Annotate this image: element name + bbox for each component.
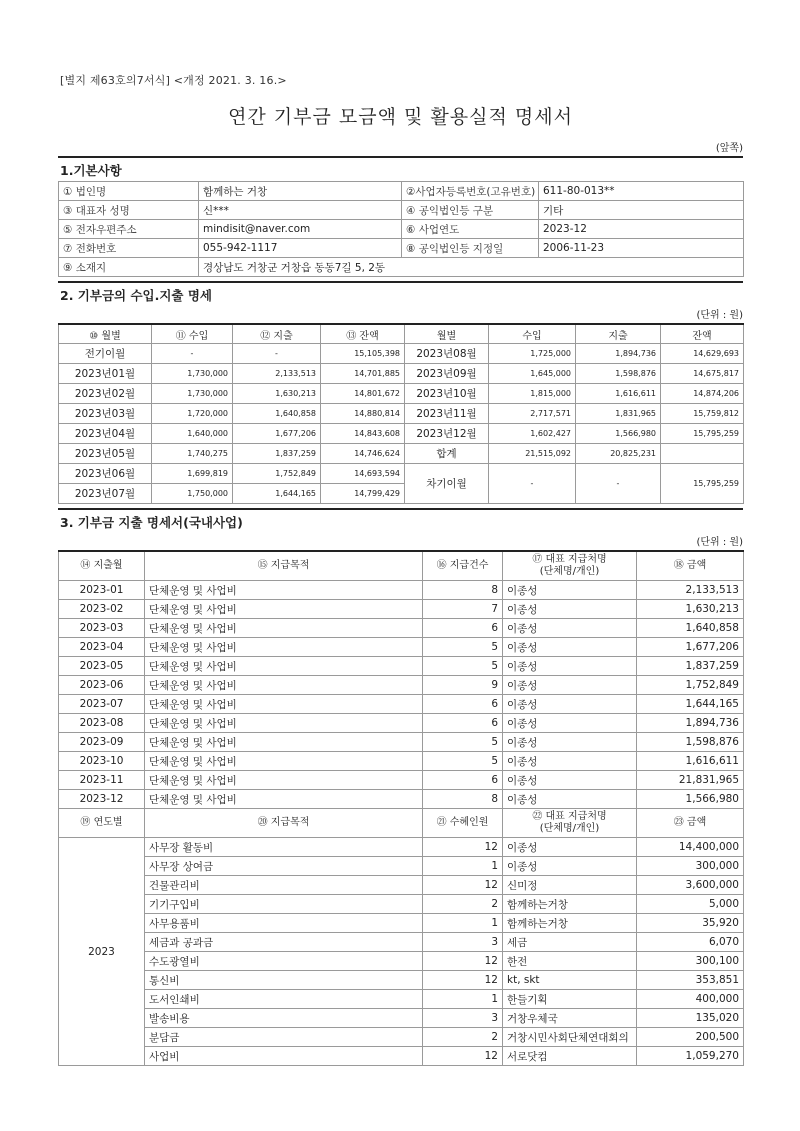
count-cell: 6 [423,619,503,638]
expense-cell: 1,616,611 [576,384,661,404]
side-label: (앞쪽) [715,143,743,154]
amount-cell: 200,500 [637,1028,744,1047]
payee-cell: 이종성 [503,581,637,600]
section-3-unit: (단위 : 원) [696,537,743,548]
balance-cell: 15,795,259 [661,424,744,444]
month-cell: 합계 [405,444,489,464]
amount-cell: 35,920 [637,914,744,933]
month-cell: 2023년02월 [59,384,152,404]
income-cell: 21,515,092 [489,444,576,464]
amount-cell: 2,133,513 [637,581,744,600]
table-row [59,733,744,752]
purpose-cell: 단체운영 및 사업비 [145,733,423,752]
payee-cell: 함께하는거창 [503,914,637,933]
expense-cell: - [233,344,321,364]
info-label: ⑧ 공익법인등 지정일 [402,239,539,258]
purpose-cell: 단체운영 및 사업비 [145,619,423,638]
table-row [59,657,744,676]
purpose-cell: 발송비용 [145,1009,423,1028]
expense-cell: 1,566,980 [576,424,661,444]
info-label: ⑥ 사업연도 [402,220,539,239]
payee-cell: 이종성 [503,790,637,809]
column-header: 월별 [405,324,489,344]
year-cell: 2023 [59,838,145,1066]
payee-cell: 함께하는거창 [503,895,637,914]
table-row [59,771,744,790]
payee-cell: 이종성 [503,857,637,876]
count-cell: 9 [423,676,503,695]
purpose-cell: 단체운영 및 사업비 [145,581,423,600]
amount-cell: 1,677,206 [637,638,744,657]
payee-cell: 이종성 [503,600,637,619]
count-cell: 5 [423,657,503,676]
payee-cell: 이종성 [503,676,637,695]
amount-cell: 1,598,876 [637,733,744,752]
info-value: 2006-11-23 [539,239,744,258]
month-cell: 2023-05 [59,657,145,676]
payee-cell: 한들기획 [503,990,637,1009]
income-cell: 1,602,427 [489,424,576,444]
balance-cell: 14,799,429 [321,484,405,504]
month-cell: 2023년03월 [59,404,152,424]
header-row [59,809,744,838]
month-cell: 2023년07월 [59,484,152,504]
table-row [59,714,744,733]
count-cell: 12 [423,952,503,971]
purpose-cell: 세금과 공과금 [145,933,423,952]
table-row [59,404,744,424]
column-header: ㉓ 금액 [637,809,744,838]
column-header: ⑳ 지급목적 [145,809,423,838]
amount-cell: 1,630,213 [637,600,744,619]
header-row [59,324,744,344]
info-row [59,239,744,258]
payee-cell: 세금 [503,933,637,952]
count-cell: 1 [423,990,503,1009]
info-label: ③ 대표자 성명 [59,201,199,220]
info-value: 611-80-013** [539,182,744,201]
section-2-title: 2. 기부금의 수입.지출 명세 [58,281,743,306]
purpose-cell: 단체운영 및 사업비 [145,752,423,771]
balance-cell: 14,874,206 [661,384,744,404]
month-cell: 2023-11 [59,771,145,790]
table-row [59,1009,744,1028]
expense-cell: 1,752,849 [233,464,321,484]
column-header: ⑬ 잔액 [321,324,405,344]
amount-cell: 1,752,849 [637,676,744,695]
income-cell: 1,815,000 [489,384,576,404]
count-cell: 3 [423,933,503,952]
section-1-title: 1.기본사항 [58,156,743,181]
month-cell: 2023-04 [59,638,145,657]
count-cell: 8 [423,581,503,600]
count-cell: 6 [423,771,503,790]
column-header: ㉒ 대표 지급처명 (단체명/개인) [503,809,637,838]
table-row [59,424,744,444]
info-value: mindisit@naver.com [199,220,402,239]
purpose-cell: 수도광열비 [145,952,423,971]
income-cell: 1,720,000 [152,404,233,424]
info-value: 2023-12 [539,220,744,239]
table-row [59,581,744,600]
table-row [59,619,744,638]
month-cell: 2023-07 [59,695,145,714]
carry-income-cell: - [489,464,576,504]
table-row [59,838,744,857]
purpose-cell: 단체운영 및 사업비 [145,600,423,619]
amount-cell: 1,644,165 [637,695,744,714]
payee-cell: 이종성 [503,695,637,714]
purpose-cell: 단체운영 및 사업비 [145,638,423,657]
amount-cell: 135,020 [637,1009,744,1028]
month-cell: 2023-12 [59,790,145,809]
count-cell: 1 [423,857,503,876]
month-cell: 2023년04월 [59,424,152,444]
balance-cell: 14,843,608 [321,424,405,444]
count-cell: 6 [423,714,503,733]
balance-cell: 15,105,398 [321,344,405,364]
income-cell: 1,740,275 [152,444,233,464]
address-label: ⑨ 소재지 [59,258,199,277]
table-row [59,676,744,695]
purpose-cell: 단체운영 및 사업비 [145,695,423,714]
column-header: ⑱ 금액 [637,551,744,581]
month-cell: 2023년06월 [59,464,152,484]
column-header: ⑯ 지급건수 [423,551,503,581]
basic-info-table [58,181,744,277]
expense-cell: 1,640,858 [233,404,321,424]
form-number: [별지 제63호의7서식] <개정 2021. 3. 16.> [60,74,287,87]
purpose-cell: 기기구입비 [145,895,423,914]
purpose-cell: 단체운영 및 사업비 [145,771,423,790]
payee-cell: 신미정 [503,876,637,895]
count-cell: 2 [423,1028,503,1047]
balance-cell: 14,880,814 [321,404,405,424]
table-row [59,384,744,404]
amount-cell: 5,000 [637,895,744,914]
page-title: 연간 기부금 모금액 및 활용실적 명세서 [228,106,573,128]
purpose-cell: 단체운영 및 사업비 [145,657,423,676]
expense-cell: 1,831,965 [576,404,661,424]
count-cell: 1 [423,914,503,933]
table-row [59,1047,744,1066]
month-cell: 2023-10 [59,752,145,771]
income-cell: 2,717,571 [489,404,576,424]
amount-cell: 1,894,736 [637,714,744,733]
table-row [59,444,744,464]
month-cell: 2023-03 [59,619,145,638]
table-row [59,857,744,876]
payee-cell: 이종성 [503,752,637,771]
count-cell: 5 [423,752,503,771]
balance-cell: 14,701,885 [321,364,405,384]
table-row [59,638,744,657]
address-value: 경상남도 거창군 거창읍 동동7길 5, 2동 [199,258,744,277]
month-cell: 2023년01월 [59,364,152,384]
table-row [59,364,744,384]
expense-cell: 2,133,513 [233,364,321,384]
month-cell: 2023년12월 [405,424,489,444]
column-header: 수입 [489,324,576,344]
column-header: ⑪ 수입 [152,324,233,344]
amount-cell: 400,000 [637,990,744,1009]
amount-cell: 1,640,858 [637,619,744,638]
amount-cell: 300,000 [637,857,744,876]
balance-cell: 14,693,594 [321,464,405,484]
amount-cell: 300,100 [637,952,744,971]
section-2-unit: (단위 : 원) [696,310,743,321]
month-cell: 2023년10월 [405,384,489,404]
column-header: 잔액 [661,324,744,344]
count-cell: 7 [423,600,503,619]
payee-cell: 이종성 [503,771,637,790]
expense-cell: 1,598,876 [576,364,661,384]
column-header: 지출 [576,324,661,344]
purpose-cell: 사무장 상여금 [145,857,423,876]
count-cell: 12 [423,1047,503,1066]
info-value: 함께하는 거창 [199,182,402,201]
carry-balance-cell: 15,795,259 [661,464,744,504]
count-cell: 6 [423,695,503,714]
expense-detail-table [58,550,744,1066]
info-label: ⑤ 전자우편주소 [59,220,199,239]
purpose-cell: 분담금 [145,1028,423,1047]
income-cell: - [152,344,233,364]
month-cell: 2023-02 [59,600,145,619]
info-value: 055-942-1117 [199,239,402,258]
header-row [59,551,744,581]
purpose-cell: 사무용품비 [145,914,423,933]
income-cell: 1,750,000 [152,484,233,504]
payee-cell: 거창시민사회단체연대회의 [503,1028,637,1047]
section-3-title: 3. 기부금 지출 명세서(국내사업) [58,508,743,533]
month-cell: 2023년08월 [405,344,489,364]
month-cell: 2023-06 [59,676,145,695]
payee-cell: 서로닷컴 [503,1047,637,1066]
count-cell: 5 [423,733,503,752]
amount-cell: 21,831,965 [637,771,744,790]
purpose-cell: 사업비 [145,1047,423,1066]
amount-cell: 1,616,611 [637,752,744,771]
document-page [58,72,743,1066]
table-row [59,895,744,914]
table-row [59,876,744,895]
payee-cell: 이종성 [503,619,637,638]
table-row [59,914,744,933]
expense-cell: 1,894,736 [576,344,661,364]
balance-cell: 15,759,812 [661,404,744,424]
payee-cell: 이종성 [503,657,637,676]
expense-cell: 1,630,213 [233,384,321,404]
purpose-cell: 사무장 활동비 [145,838,423,857]
info-label: ②사업자등록번호(고유번호) [402,182,539,201]
amount-cell: 1,837,259 [637,657,744,676]
column-header: ㉑ 수혜인원 [423,809,503,838]
column-header: ⑮ 지급목적 [145,551,423,581]
column-header: ⑭ 지출월 [59,551,145,581]
column-header: ⑫ 지출 [233,324,321,344]
table-row [59,1028,744,1047]
info-value: 기타 [539,201,744,220]
payee-cell: 이종성 [503,714,637,733]
expense-cell: 1,677,206 [233,424,321,444]
amount-cell: 1,059,270 [637,1047,744,1066]
expense-cell: 20,825,231 [576,444,661,464]
income-cell: 1,730,000 [152,384,233,404]
income-cell: 1,645,000 [489,364,576,384]
balance-cell: 14,801,672 [321,384,405,404]
table-row [59,790,744,809]
table-row [59,952,744,971]
table-row [59,344,744,364]
table-row [59,990,744,1009]
month-cell: 2023년05월 [59,444,152,464]
balance-cell [661,444,744,464]
payee-cell: 이종성 [503,733,637,752]
purpose-cell: 단체운영 및 사업비 [145,790,423,809]
count-cell: 12 [423,838,503,857]
count-cell: 3 [423,1009,503,1028]
income-cell: 1,730,000 [152,364,233,384]
month-cell: 2023-01 [59,581,145,600]
income-cell: 1,699,819 [152,464,233,484]
count-cell: 5 [423,638,503,657]
info-value: 신*** [199,201,402,220]
table-row [59,752,744,771]
month-cell: 2023년11월 [405,404,489,424]
expense-cell: 1,837,259 [233,444,321,464]
balance-cell: 14,675,817 [661,364,744,384]
table-row [59,464,744,484]
month-cell: 전기이월 [59,344,152,364]
month-cell: 2023-08 [59,714,145,733]
expense-cell: 1,644,165 [233,484,321,504]
table-row [59,695,744,714]
purpose-cell: 도서인쇄비 [145,990,423,1009]
amount-cell: 6,070 [637,933,744,952]
income-cell: 1,640,000 [152,424,233,444]
info-label: ④ 공익법인등 구분 [402,201,539,220]
info-row [59,220,744,239]
purpose-cell: 단체운영 및 사업비 [145,714,423,733]
purpose-cell: 건물관리비 [145,876,423,895]
table-row [59,971,744,990]
month-cell: 2023년09월 [405,364,489,384]
payee-cell: kt, skt [503,971,637,990]
amount-cell: 353,851 [637,971,744,990]
count-cell: 2 [423,895,503,914]
payee-cell: 이종성 [503,838,637,857]
income-cell: 1,725,000 [489,344,576,364]
column-header: ⑩ 월별 [59,324,152,344]
info-label: ① 법인명 [59,182,199,201]
info-label: ⑦ 전화번호 [59,239,199,258]
carry-expense-cell: - [576,464,661,504]
info-row [59,182,744,201]
income-expense-table [58,323,744,504]
count-cell: 12 [423,876,503,895]
month-cell: 2023-09 [59,733,145,752]
info-row [59,201,744,220]
purpose-cell: 통신비 [145,971,423,990]
purpose-cell: 단체운영 및 사업비 [145,676,423,695]
table-row [59,933,744,952]
payee-cell: 거창우체국 [503,1009,637,1028]
column-header: ⑰ 대표 지급처명 (단체명/개인) [503,551,637,581]
column-header: ⑲ 연도별 [59,809,145,838]
carry-month-cell: 차기이월 [405,464,489,504]
count-cell: 8 [423,790,503,809]
amount-cell: 1,566,980 [637,790,744,809]
payee-cell: 이종성 [503,638,637,657]
amount-cell: 3,600,000 [637,876,744,895]
table-row [59,600,744,619]
count-cell: 12 [423,971,503,990]
balance-cell: 14,629,693 [661,344,744,364]
amount-cell: 14,400,000 [637,838,744,857]
payee-cell: 한전 [503,952,637,971]
balance-cell: 14,746,624 [321,444,405,464]
